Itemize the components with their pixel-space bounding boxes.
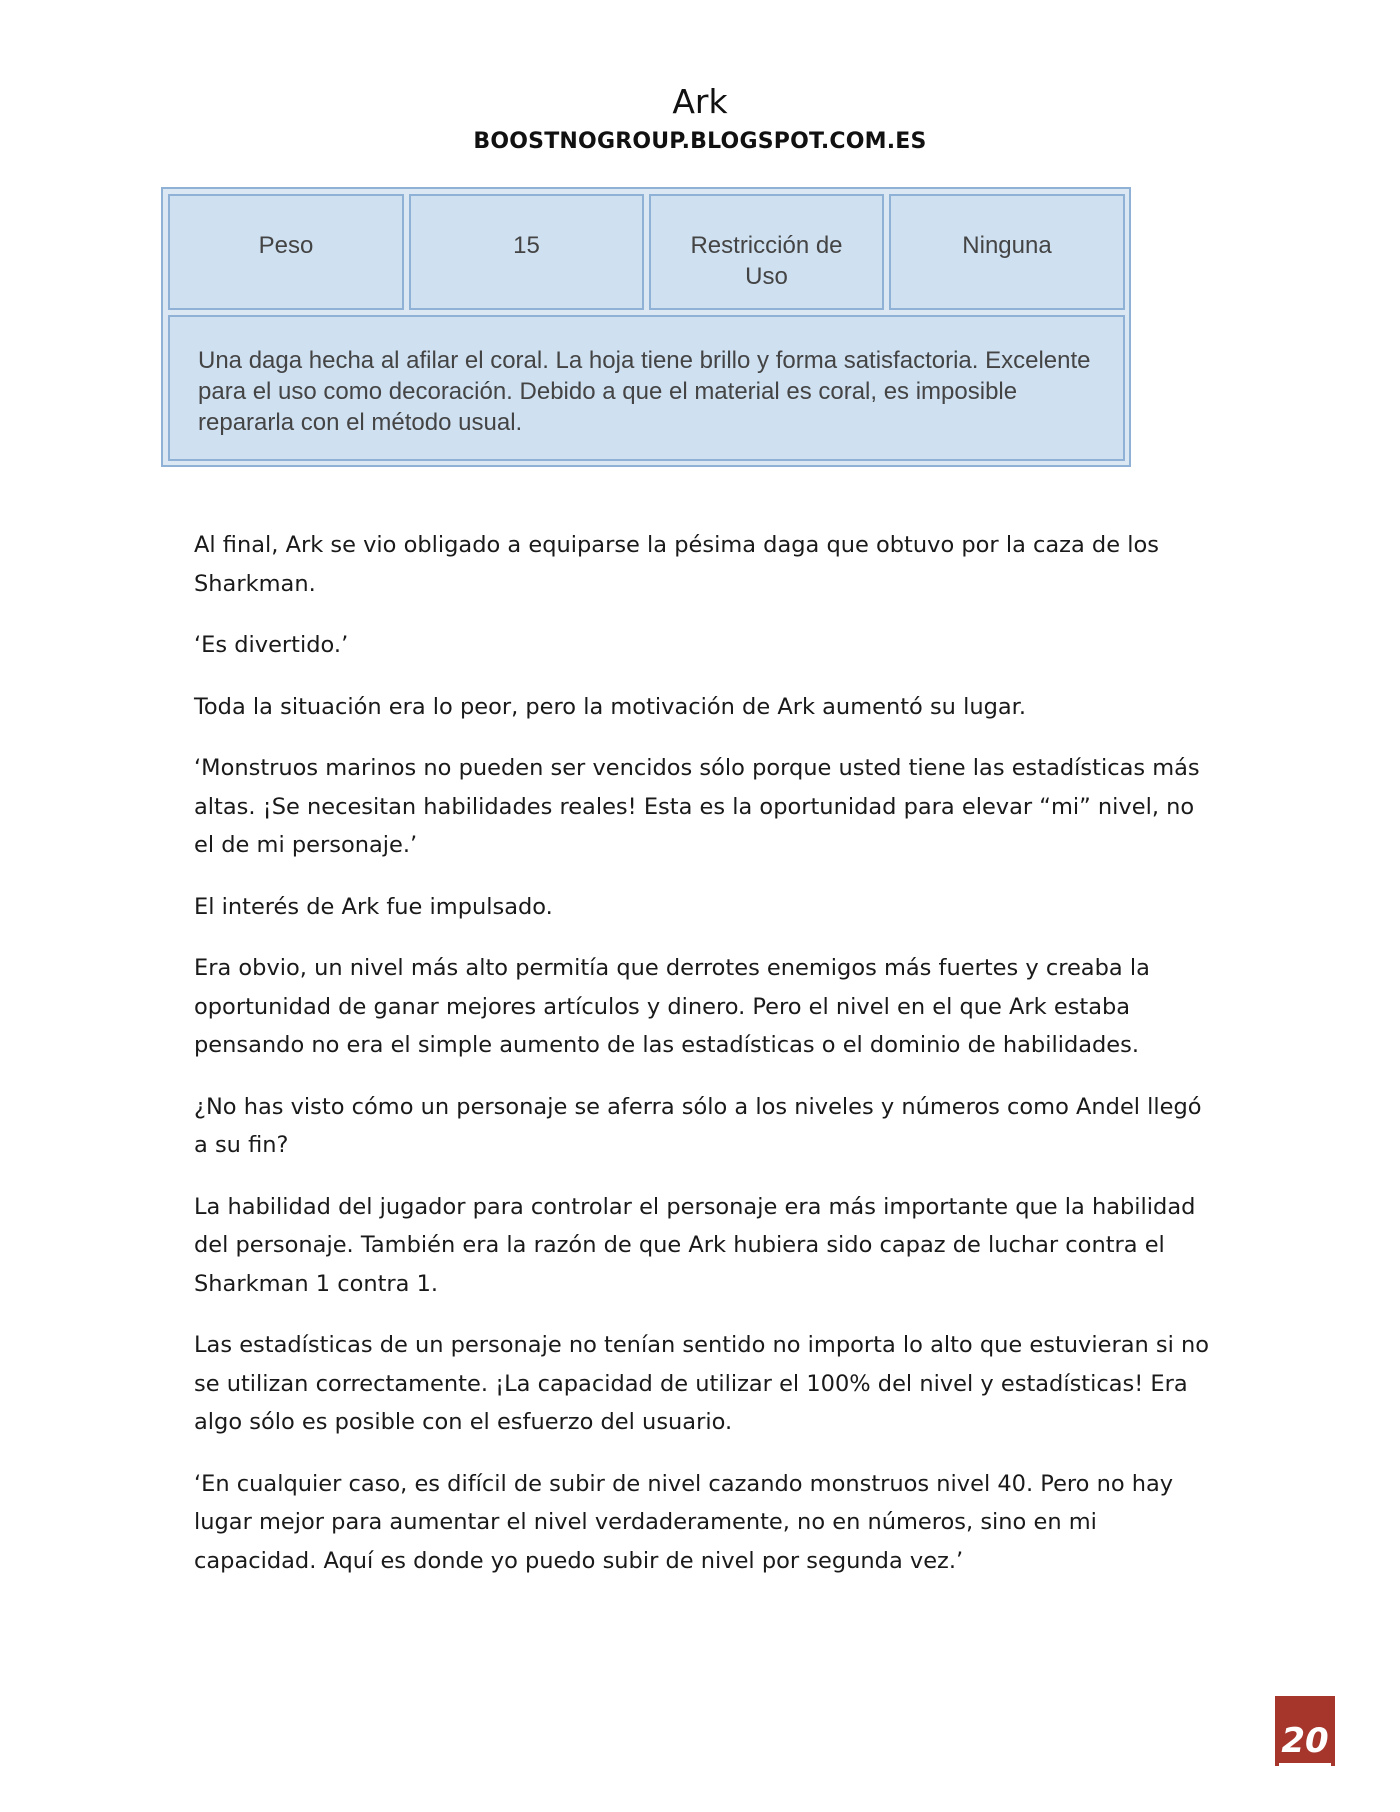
paragraph: Era obvio, un nivel más alto permitía que derrotes enemigos más fuertes y creaba la oportunidad de ganar mejores artículos y dinero. Pero el nivel en el que Ark estaba pensando no era el simple aumento de las estadísticas o el dominio de habilidades. — [194, 955, 1150, 1058]
body-text — [194, 526, 1214, 1603]
paragraph: ¿No has visto cómo un personaje se aferra sólo a los niveles y números como Andel llegó a su fin? — [194, 1093, 1202, 1158]
restriction-value-cell — [889, 194, 1125, 310]
weight-label-cell — [168, 194, 404, 310]
restriction-label: Restricción de Uso — [690, 232, 843, 290]
paragraph: Las estadísticas de un personaje no tenían sentido no importa lo alto que estuvieran si no se utilizan correctamente. ¡La capacidad de utilizar el 100% del nivel y estadísticas! Era algo sólo es posible con el esfuerzo del usuario. — [194, 1332, 1210, 1435]
paragraph: ‘Es divertido.’ — [194, 632, 349, 658]
page-header-title: Ark — [672, 82, 728, 121]
paragraph: El interés de Ark fue impulsado. — [194, 893, 553, 920]
page-number-badge — [1275, 1696, 1335, 1766]
restriction-label-cell — [649, 194, 884, 310]
page-header-subtitle: BOOSTNOGROUP.BLOGSPOT.COM.ES — [473, 129, 927, 154]
restriction-value: Ninguna — [962, 232, 1052, 259]
paragraph: ‘En cualquier caso, es difícil de subir de nivel cazando monstruos nivel 40. Pero no hay lugar mejor para aumentar el nivel verdaderamente, no en números, sino en mi capacidad. Aquí es donde yo puedo subir de nivel por segunda vez.’ — [194, 1470, 1174, 1574]
weight-value-cell — [409, 194, 644, 310]
item-description: Una daga hecha al afilar el coral. La hoja tiene brillo y forma satisfactoria. Excelente para el uso como decoración. Debido a que el material es coral, es imposible repararla con el método usual. — [198, 347, 1091, 436]
item-stats-table — [161, 187, 1131, 467]
paragraph: Al final, Ark se vio obligado a equiparse la pésima daga que obtuvo por la caza de los Sharkman. — [194, 532, 1159, 597]
weight-value: 15 — [513, 232, 540, 259]
paragraph: La habilidad del jugador para controlar el personaje era más importante que la habilidad del personaje. También era la razón de que Ark hubiera sido capaz de luchar contra el Sharkman 1 contra 1. — [194, 1193, 1196, 1297]
paragraph: Toda la situación era lo peor, pero la motivación de Ark aumentó su lugar. — [194, 693, 1027, 720]
weight-label: Peso — [258, 232, 314, 259]
page-number: 20 — [1279, 1721, 1330, 1766]
item-description-cell — [168, 315, 1125, 461]
paragraph: ‘Monstruos marinos no pueden ser vencidos sólo porque usted tiene las estadísticas más altas. ¡Se necesitan habilidades reales! Esta es la oportunidad para elevar “mi” nivel, no el de mi personaje.’ — [194, 755, 1200, 858]
